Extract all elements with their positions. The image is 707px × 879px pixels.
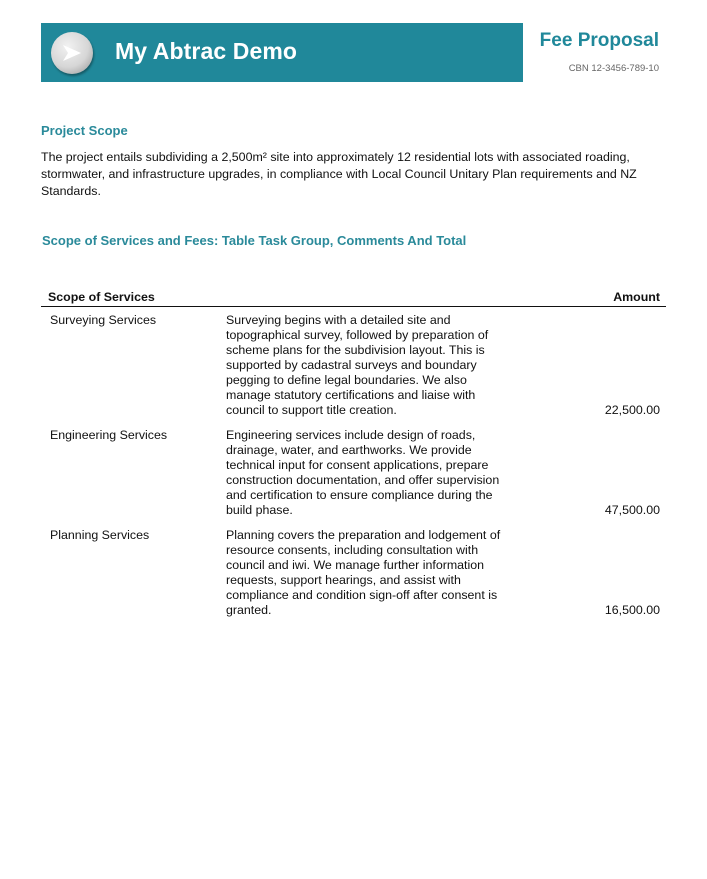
play-arrow-circle-icon (51, 32, 93, 74)
service-comment: Engineering services include design of roads, drainage, water, and earthworks. We provide technical input for consent applications, prepare construction documentation, and offer supervision and certification to ensure compliance during the build phase. (226, 428, 500, 517)
service-comment: Surveying begins with a detailed site and topographical survey, followed by preparation of scheme plans for the subdivision layout. This is supported by cadastral surveys and boundary pegging to define legal boundaries. We also manage statutory certifications and liaise with council to support title creation. (226, 313, 489, 417)
service-amount-cell (512, 528, 666, 618)
service-name: Planning Services (50, 528, 150, 542)
fees-table (41, 289, 666, 622)
service-amount: 47,500.00 (604, 503, 660, 517)
column-header-service: Scope of Services (48, 290, 155, 304)
table-row (41, 422, 666, 522)
service-amount: 22,500.00 (604, 403, 660, 417)
arrow-right-icon (61, 43, 83, 63)
service-amount-cell (512, 313, 666, 418)
fees-section-heading: Scope of Services and Fees: Table Task Group, Comments And Total (42, 233, 467, 248)
header-banner (41, 23, 523, 82)
service-amount: 16,500.00 (604, 603, 660, 617)
service-amount-cell (512, 428, 666, 518)
project-scope-text: The project entails subdividing a 2,500m² site into approximately 12 residential lots with associated roading, stormwater, and infrastructure upgrades, in compliance with Local Council Unitary Plan requirements and NZ Standards. (41, 150, 637, 198)
table-row (41, 522, 666, 622)
table-row (41, 307, 666, 422)
column-header-amount: Amount (613, 290, 660, 304)
table-header (41, 289, 666, 307)
company-business-number: CBN 12-3456-789-10 (568, 63, 659, 74)
service-name: Engineering Services (50, 428, 168, 442)
project-scope-heading: Project Scope (41, 123, 128, 138)
company-name: My Abtrac Demo (115, 38, 298, 64)
service-name: Surveying Services (50, 313, 157, 327)
document-type-title: Fee Proposal (539, 30, 659, 51)
service-comment: Planning covers the preparation and lodgement of resource consents, including consultation with council and iwi. We manage further information requests, support hearings, and assist with compliance and condition sign-off after consent is granted. (226, 528, 501, 617)
